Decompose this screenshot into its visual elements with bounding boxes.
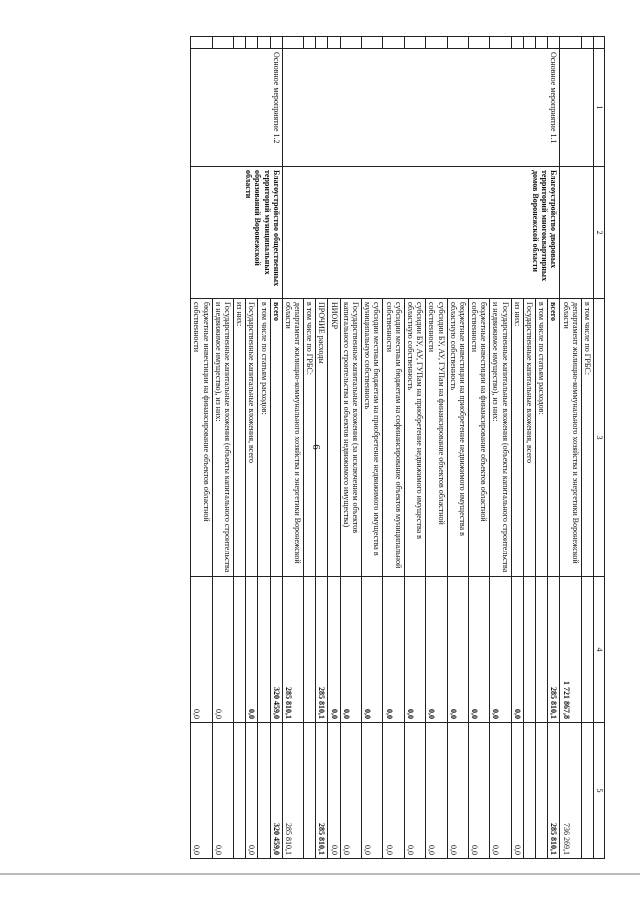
row-spacer: [316, 37, 328, 49]
planned-amount-cell: 0,0: [404, 577, 425, 723]
actual-amount-cell: [536, 723, 548, 859]
header-col-3: 3: [594, 299, 605, 577]
event-code-cell: Основное мероприятие 1.2: [191, 49, 283, 167]
actual-amount-cell: 0,0: [328, 723, 340, 859]
rotated-table-wrapper: [60, 36, 605, 858]
actual-amount-cell: 0,0: [191, 723, 212, 859]
actual-amount-cell: 0,0: [246, 723, 258, 859]
expense-item-cell: Государственные капитальные вложения (объекты капитального строительства и недвижимое имущество), из них:: [212, 299, 233, 577]
expense-item-cell: бюджетные инвестиции на финансирование объектов областной собственности: [468, 299, 489, 577]
header-col-1: 1: [594, 49, 605, 167]
row-spacer: [447, 37, 468, 49]
row-spacer: [246, 37, 258, 49]
planned-amount-cell: [536, 577, 548, 723]
planned-amount-cell: 0,0: [383, 577, 404, 723]
planned-amount-cell: [234, 577, 246, 723]
budget-table: [190, 36, 605, 859]
row-spacer: [304, 37, 316, 49]
planned-amount-cell: 285 810,1: [316, 577, 328, 723]
expense-item-cell: НИОКР: [328, 299, 340, 577]
planned-amount-cell: 320 459,0: [270, 577, 282, 723]
actual-amount-cell: 0,0: [426, 723, 447, 859]
actual-amount-cell: 0,0: [490, 723, 511, 859]
event-code-cell: Основное мероприятие 1.1: [282, 49, 560, 167]
row-spacer: [212, 37, 233, 49]
actual-amount-cell: 0,0: [362, 723, 383, 859]
planned-amount-cell: [523, 577, 535, 723]
row-spacer: [191, 37, 212, 49]
row-spacer: [548, 37, 560, 49]
row-spacer: [270, 37, 282, 49]
actual-amount-cell: 0,0: [511, 723, 523, 859]
actual-amount-cell: [523, 723, 535, 859]
actual-amount-cell: 0,0: [468, 723, 489, 859]
page-number: 6: [309, 444, 322, 450]
planned-amount-cell: [304, 577, 316, 723]
expense-item-cell: субсидии местным бюджетам на софинансирование объектов муниципальной собственности: [383, 299, 404, 577]
planned-amount-cell: [581, 577, 593, 723]
header-row: [594, 37, 605, 859]
row-spacer: [536, 37, 548, 49]
expense-item-cell: Государственные капитальные вложения, всего: [246, 299, 258, 577]
actual-amount-cell: [304, 723, 316, 859]
expense-item-cell: ПРОЧИЕ расходы: [316, 299, 328, 577]
expense-item-cell: всего: [270, 299, 282, 577]
actual-amount-cell: 285 810,1: [548, 723, 560, 859]
table-row: [548, 37, 560, 859]
row-spacer: [282, 37, 303, 49]
expense-item-cell: бюджетные инвестиции на приобретение недвижимого имущества в областную собственность: [447, 299, 468, 577]
expense-item-cell: субсидии местным бюджетам на приобретение недвижимого имущества в муниципальную собственность: [362, 299, 383, 577]
header-col-2: 2: [594, 167, 605, 299]
row-spacer: [560, 37, 581, 49]
table-row: [581, 37, 593, 859]
expense-item-cell: в том числе по ГРБС:: [304, 299, 316, 577]
planned-amount-cell: 0,0: [447, 577, 468, 723]
expense-item-cell: всего: [548, 299, 560, 577]
expense-item-cell: Государственные капитальные вложения, всего: [523, 299, 535, 577]
row-spacer: [340, 37, 361, 49]
actual-amount-cell: [581, 723, 593, 859]
planned-amount-cell: [258, 577, 270, 723]
expense-item-cell: в том числе по ГРБС:: [581, 299, 593, 577]
expense-item-cell: департамент жилищно-коммунального хозяйства и энергетики Воронежской области: [560, 299, 581, 577]
expense-item-cell: в том числе по статьям расходов:: [258, 299, 270, 577]
event-name-cell: [560, 167, 594, 299]
actual-amount-cell: 0,0: [447, 723, 468, 859]
expense-item-cell: из них:: [511, 299, 523, 577]
expense-item-cell: из них:: [234, 299, 246, 577]
expense-item-cell: Государственные капитальные вложения (за исключением объектов капитального строительства и объектов недвижимого имущества): [340, 299, 361, 577]
actual-amount-cell: 285 810,1: [282, 723, 303, 859]
row-spacer: [523, 37, 535, 49]
row-spacer: [490, 37, 511, 49]
row-spacer: [468, 37, 489, 49]
row-spacer: [328, 37, 340, 49]
planned-amount-cell: 0,0: [426, 577, 447, 723]
planned-amount-cell: 0,0: [490, 577, 511, 723]
actual-amount-cell: 0,0: [340, 723, 361, 859]
expense-item-cell: субсидии БУ, АУ, ГУПам на финансирование объектов областной собственности: [426, 299, 447, 577]
actual-amount-cell: 0,0: [383, 723, 404, 859]
planned-amount-cell: 0,0: [468, 577, 489, 723]
planned-amount-cell: 0,0: [246, 577, 258, 723]
event-code-cell: [560, 49, 594, 167]
planned-amount-cell: 0,0: [328, 577, 340, 723]
budget-table-frame: [60, 36, 605, 858]
row-spacer: [511, 37, 523, 49]
row-spacer: [362, 37, 383, 49]
planned-amount-cell: 0,0: [511, 577, 523, 723]
scan-bottom-edge: [0, 873, 640, 875]
expense-item-cell: субсидии БУ, АУ, ГУПам на приобретение недвижимого имущества в областную собственность: [404, 299, 425, 577]
planned-amount-cell: 0,0: [212, 577, 233, 723]
actual-amount-cell: 285 810,1: [316, 723, 328, 859]
planned-amount-cell: 0,0: [340, 577, 361, 723]
actual-amount-cell: [234, 723, 246, 859]
planned-amount-cell: 1 721 867,8: [560, 577, 581, 723]
table-row: [270, 37, 282, 859]
row-spacer: [234, 37, 246, 49]
row-spacer: [426, 37, 447, 49]
planned-amount-cell: 0,0: [191, 577, 212, 723]
event-name-cell: Благоустройство дворовых территорий многоквартирных домов Воронежской области: [282, 167, 560, 299]
header-col-5: 5: [594, 723, 605, 859]
header-col-4: 4: [594, 577, 605, 723]
event-name-cell: Благоустройство общественных территорий муниципальных образований Воронежской области: [191, 167, 283, 299]
actual-amount-cell: [258, 723, 270, 859]
planned-amount-cell: 285 810,1: [548, 577, 560, 723]
actual-amount-cell: 0,0: [404, 723, 425, 859]
expense-item-cell: в том числе по статьям расходов:: [536, 299, 548, 577]
actual-amount-cell: 320 459,0: [270, 723, 282, 859]
planned-amount-cell: 285 810,1: [282, 577, 303, 723]
row-spacer: [581, 37, 593, 49]
row-spacer: [383, 37, 404, 49]
actual-amount-cell: 736 269,1: [560, 723, 581, 859]
row-spacer: [404, 37, 425, 49]
actual-amount-cell: 0,0: [212, 723, 233, 859]
expense-item-cell: бюджетные инвестиции на финансирование объектов областной собственности: [191, 299, 212, 577]
expense-item-cell: Государственные капитальные вложения (объекты капитального строительства и недвижимое имущество), из них:: [490, 299, 511, 577]
row-spacer: [258, 37, 270, 49]
expense-item-cell: департамент жилищно-коммунального хозяйства и энергетики Воронежской области: [282, 299, 303, 577]
header-spacer: [594, 37, 605, 49]
planned-amount-cell: 0,0: [362, 577, 383, 723]
